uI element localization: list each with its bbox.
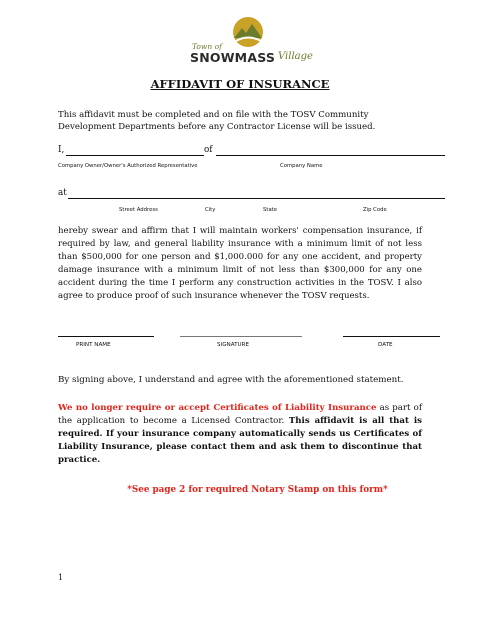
affirmation-text: hereby swear and affirm that I will maintain workers' compensation insurance, if required by law, and general liability insurance with a minimum limit of not less than $500,000 for one person and $1,000.000 for any one accident, and property damage insurance with a minimum limit of not less than $300,000 for any one accident during the time I perform any construction activities in the TOSV. I also agree to produce proof of such insurance whenever the TOSV requests. (58, 226, 422, 302)
logo-snowmass: SNOWMASS (190, 50, 276, 65)
page-number: 1 (58, 573, 64, 582)
caption-zip: Zip Code (363, 207, 387, 213)
notice-red-text: We no longer require or accept Certificates of Liability Insurance (58, 403, 377, 413)
caption-company: Company Name (280, 163, 323, 169)
caption-state: State (263, 207, 278, 213)
logo-town-of: Town of (192, 42, 222, 51)
notice-normal-text: as part of the application to become a Licensed Contractor. (58, 403, 422, 427)
logo-village: Village (278, 51, 313, 62)
owner-name-line[interactable] (66, 155, 204, 156)
print-name-line[interactable] (58, 336, 154, 337)
caption-signature: SIGNATURE (217, 342, 250, 348)
caption-owner: Company Owner/Owner's Authorized Representative (58, 163, 198, 169)
notice-bold-text: This affidavit is all that is required. If your insurance company automatically sends us Certificates of Liability Insurance, please contact them and ask them to discontinue that practice. (58, 416, 422, 466)
caption-street: Street Address (119, 207, 158, 213)
at-label: at (58, 188, 67, 198)
page-title: AFFIDAVIT OF INSURANCE (150, 77, 330, 91)
of-label: of (204, 145, 213, 155)
town-logo (186, 14, 316, 72)
company-name-line[interactable] (216, 155, 445, 156)
caption-print-name: PRINT NAME (76, 342, 111, 348)
signature-line[interactable] (180, 336, 302, 337)
insurance-notice (58, 402, 422, 467)
notary-reminder: *See page 2 for required Notary Stamp on this form* (127, 485, 388, 495)
caption-date: DATE (378, 342, 393, 348)
address-line[interactable] (68, 198, 445, 199)
caption-city: City (205, 207, 216, 213)
agreement-statement: By signing above, I understand and agree with the aforementioned statement. (58, 375, 404, 385)
i-label: I, (58, 145, 65, 155)
intro-text: This affidavit must be completed and on file with the TOSV Community Development Departments before any Contractor License will be issued. (58, 110, 376, 133)
date-line[interactable] (343, 336, 440, 337)
